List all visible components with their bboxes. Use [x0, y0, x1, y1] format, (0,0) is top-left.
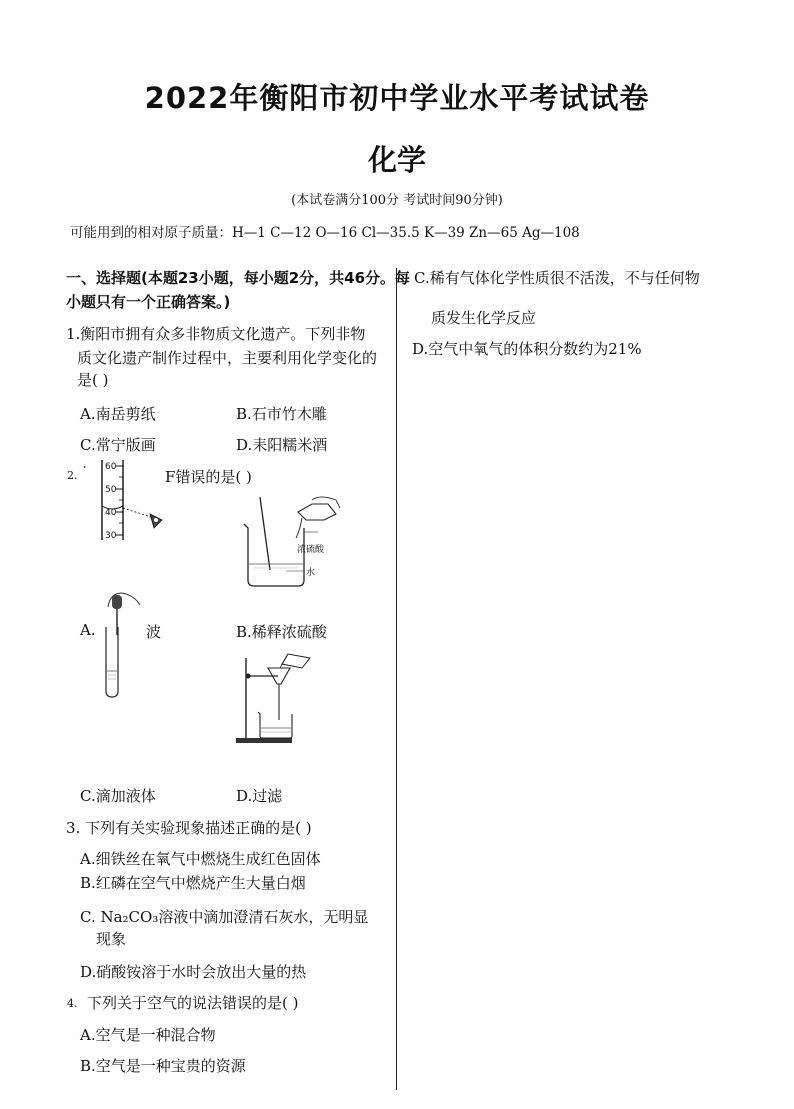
q1-line3: 是( ) [77, 371, 109, 389]
q4-option-d: D.空气中氧气的体积分数约为21% [412, 340, 642, 358]
subject-title: 化学 [367, 143, 426, 177]
q3-stem: 3. 下列有关实验现象描述正确的是( ) [66, 819, 312, 837]
q3-option-c-line2: 现象 [96, 930, 127, 948]
q3-option-d: D.硝酸铵溶于水时会放出大量的热 [80, 963, 307, 981]
q2-option-a-right: 波 [146, 623, 162, 641]
cylinder-tick-30: 30 [105, 531, 117, 541]
column-divider [396, 268, 397, 1090]
cylinder-tick-40: 40 [105, 508, 117, 518]
q4-option-c-line1: C.稀有气体化学性质很不活泼，不与任何物 [414, 269, 700, 287]
page-title: 2022年衡阳市初中学业水平考试试卷 [144, 81, 650, 115]
q2-option-c: C.滴加液体 [80, 787, 156, 805]
q1-line2: 质文化遗产制作过程中，主要利用化学变化的 [77, 349, 378, 367]
exam-note: (本试卷满分100分 考试时间90分钟) [291, 193, 503, 208]
label-concentrated-acid: 浓硫酸 [297, 545, 325, 555]
q3-option-c-line1: C. Na₂CO₃溶液中滴加澄清石灰水，无明显 [80, 908, 369, 926]
section-title-line2: 小题只有一个正确答案。) [66, 293, 231, 311]
q1-line1: 1.衡阳市拥有众多非物质文化遗产。下列非物 [66, 325, 366, 343]
atomic-masses: 可能用到的相对原子质量：H—1 C—12 O—16 Cl—35.5 K—39 Zn—65 Ag—108 [70, 225, 580, 241]
section-title-line1: 一、选择题(本题23小题，每小题2分，共46分。每 [66, 269, 411, 287]
q4-option-c-line2: 质发生化学反应 [431, 309, 537, 327]
q2-option-b: B.稀释浓硫酸 [236, 623, 327, 641]
q1-option-c: C.常宁版画 [80, 436, 156, 454]
filtration-figure [232, 650, 316, 748]
q2-stem-fragment: F错误的是( ) [165, 468, 252, 486]
q3-option-b: B.红磷在空气中燃烧产生大量白烟 [80, 874, 306, 892]
q3-option-a: A.细铁丝在氧气中燃烧生成红色固体 [80, 850, 321, 868]
q2-option-a-left: A. [80, 621, 96, 639]
graduated-cylinder-figure [78, 456, 174, 542]
cylinder-tick-50: 50 [105, 485, 117, 495]
q4-option-b: B.空气是一种宝贵的资源 [80, 1057, 246, 1075]
q4-stem: 下列关于空气的说法错误的是( ) [87, 994, 299, 1012]
q1-option-d: D.耒阳糯米酒 [236, 436, 328, 454]
q2-option-d: D.过滤 [236, 787, 283, 805]
dropper-figure [98, 587, 148, 699]
cylinder-tick-60: 60 [105, 462, 117, 472]
q4-number: 4. [67, 997, 78, 1010]
label-water: 水 [306, 568, 316, 578]
q1-option-b: B.石市竹木雕 [236, 405, 327, 423]
q1-option-a: A.南岳剪纸 [80, 405, 156, 423]
q4-option-a: A.空气是一种混合物 [80, 1026, 216, 1044]
dilution-figure [240, 494, 350, 590]
q2-number: 2. [67, 469, 78, 482]
